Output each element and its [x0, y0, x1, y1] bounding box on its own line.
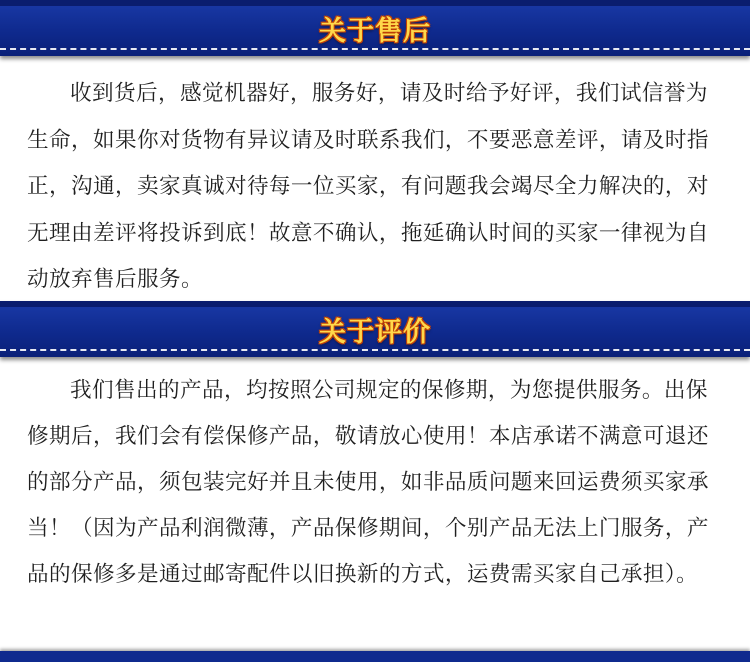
section-header-reviews	[0, 301, 750, 357]
section-title-after-sales: 关于售后	[319, 16, 431, 47]
after-sales-policy-text: 收到货后，感觉机器好，服务好，请及时给予好评，我们试信誉为生命，如果你对货物有异议请及时联系我们，不要恶意差评，请及时指正，沟通，卖家真诚对待每一位买家，有问题我会竭尽全力解决的，对无理由差评将投诉到底！故意不确认，拖延确认时间的买家一律视为自动放弃售后服务。	[27, 81, 709, 292]
section-title-reviews: 关于评价	[319, 317, 431, 348]
bottom-banner-strip	[0, 651, 750, 662]
review-policy-text: 我们售出的产品，均按照公司规定的保修期，为您提供服务。出保修期后，我们会有偿保修产品，敬请放心使用！本店承诺不满意可退还的部分产品，须包装完好并且未使用，如非品质问题来回运费须买家承当！（因为产品利润微薄，产品保修期间，个别产品无法上门服务，产品的保修多是通过邮寄配件以旧换新的方式，运费需买家自己承担）。	[27, 378, 709, 587]
section-header-after-sales	[0, 0, 750, 56]
